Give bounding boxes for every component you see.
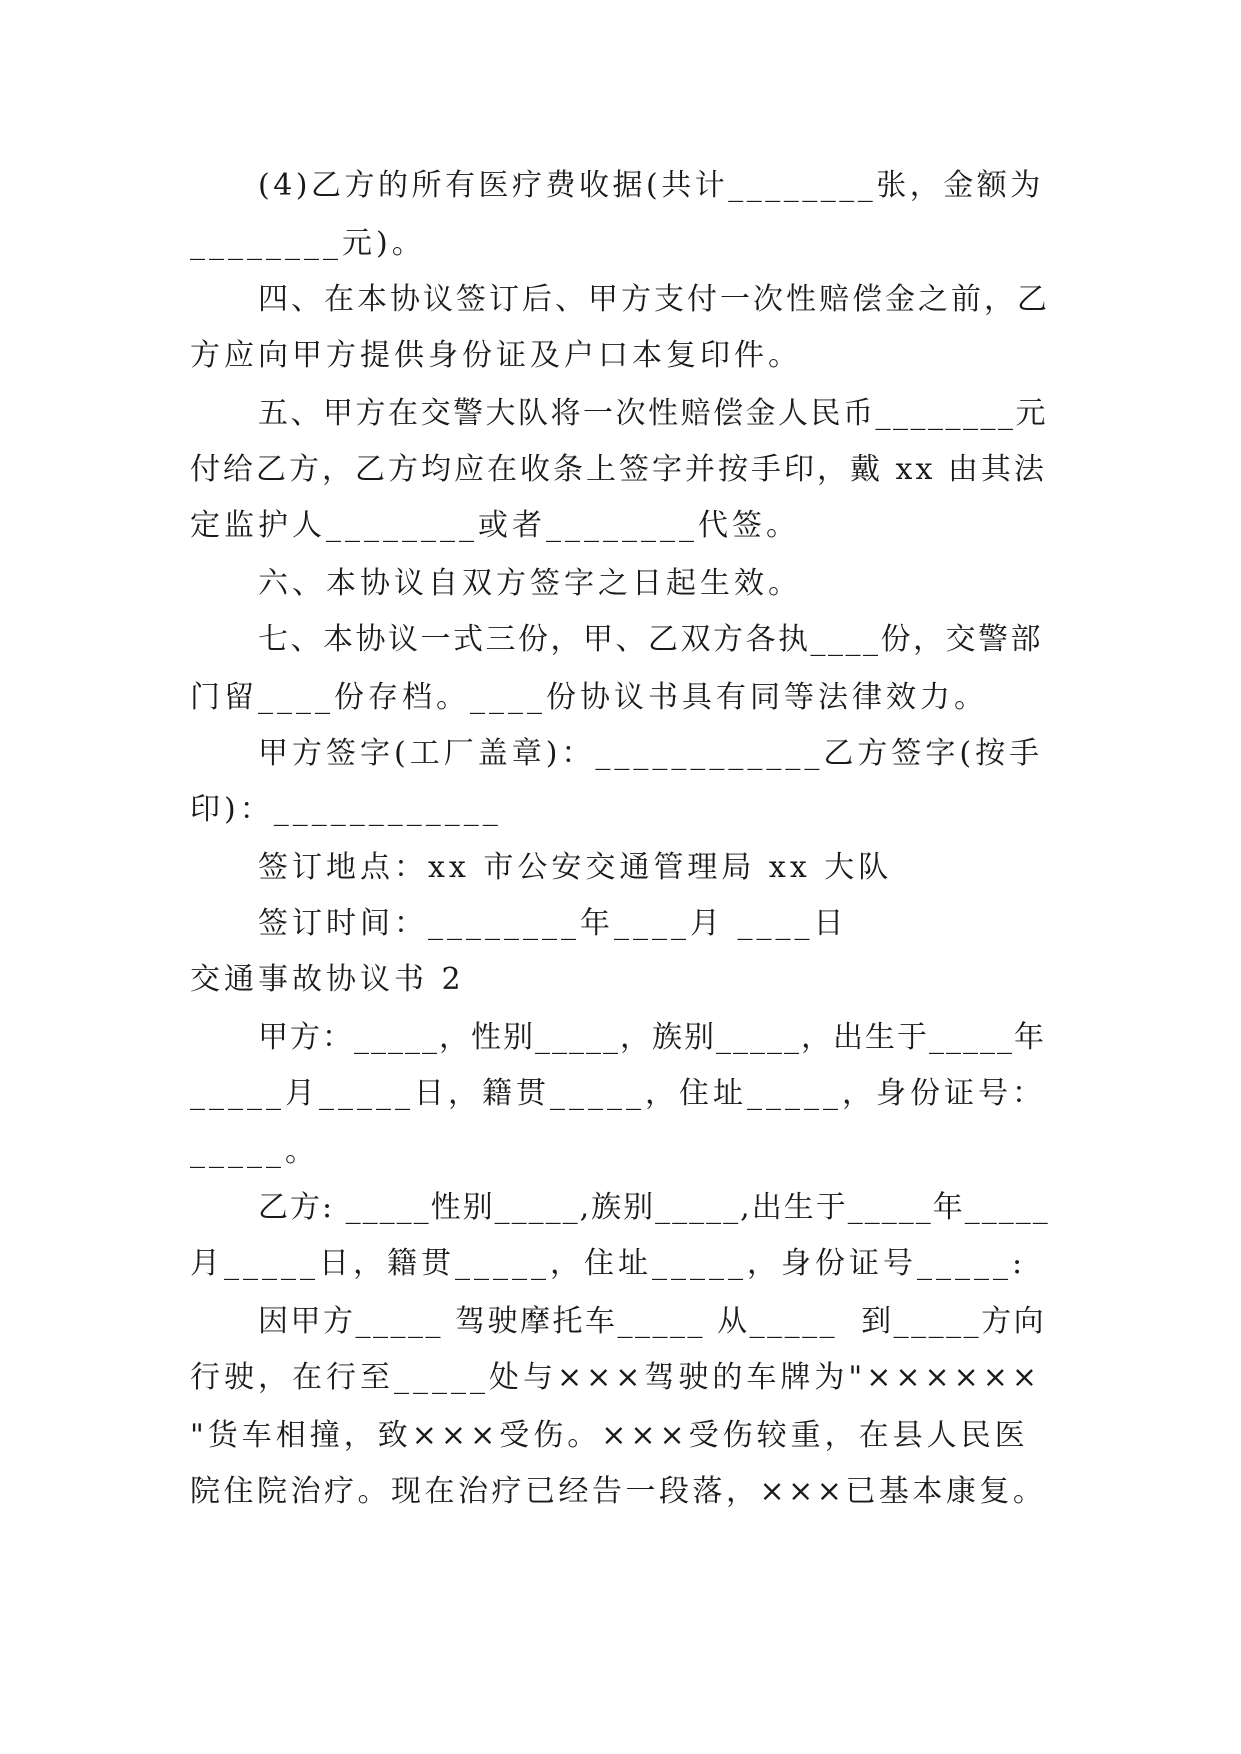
- agreement-2-title: 交通事故协议书 2: [190, 962, 465, 997]
- party-b-line-2: 月_____日，籍贯_____，住址_____，身份证号_____:: [190, 1246, 1027, 1281]
- clause-seven-line-2: 门留____份存档。____份协议书具有同等法律效力。: [190, 680, 988, 715]
- party-b-line-1: 乙方: _____性别_____,族别_____,出生于_____年_____: [258, 1190, 1050, 1225]
- medical-receipts-line: (4)乙方的所有医疗费收据(共计________张，金额为: [258, 168, 1044, 203]
- party-a-line-3: _____。: [190, 1134, 319, 1169]
- accident-description-line-2: 行驶，在行至_____处与×××驾驶的车牌为"××××××: [190, 1360, 1042, 1395]
- clause-five-line-3: 定监护人________或者________代签。: [190, 508, 800, 543]
- signature-line-2: 印)：____________: [190, 792, 502, 827]
- accident-description-line-4: 院住院治疗。现在治疗已经告一段落，×××已基本康复。: [190, 1474, 1047, 1509]
- signing-time-line: 签订时间：________年____月 ____日: [258, 906, 848, 941]
- party-a-line-2: _____月_____日，籍贯_____，住址_____，身份证号：: [190, 1076, 1046, 1111]
- signing-place-line: 签订地点：xx 市公安交通管理局 xx 大队: [258, 850, 893, 885]
- medical-receipts-amount-line: ________元)。: [190, 226, 426, 261]
- clause-five-line-1: 五、甲方在交警大队将一次性赔偿金人民币________元: [258, 396, 1048, 431]
- signature-line-1: 甲方签字(工厂盖章)：____________乙方签字(按手: [258, 736, 1044, 771]
- clause-seven-line-1: 七、本协议一式三份，甲、乙双方各执____份，交警部: [258, 622, 1043, 657]
- clause-six-line: 六、本协议自双方签字之日起生效。: [258, 566, 802, 601]
- accident-description-line-1: 因甲方_____ 驾驶摩托车_____ 从_____ 到_____方向: [258, 1304, 1047, 1339]
- clause-five-line-2: 付给乙方，乙方均应在收条上签字并按手印，戴 xx 由其法: [190, 452, 1047, 487]
- accident-description-line-3: "货车相撞，致×××受伤。×××受伤较重，在县人民医: [190, 1418, 1029, 1453]
- clause-four-line-2: 方应向甲方提供身份证及户口本复印件。: [190, 338, 802, 373]
- clause-four-line-1: 四、在本协议签订后、甲方支付一次性赔偿金之前，乙: [258, 282, 1050, 317]
- party-a-line-1: 甲方：_____，性别_____，族别_____，出生于_____年: [258, 1020, 1046, 1055]
